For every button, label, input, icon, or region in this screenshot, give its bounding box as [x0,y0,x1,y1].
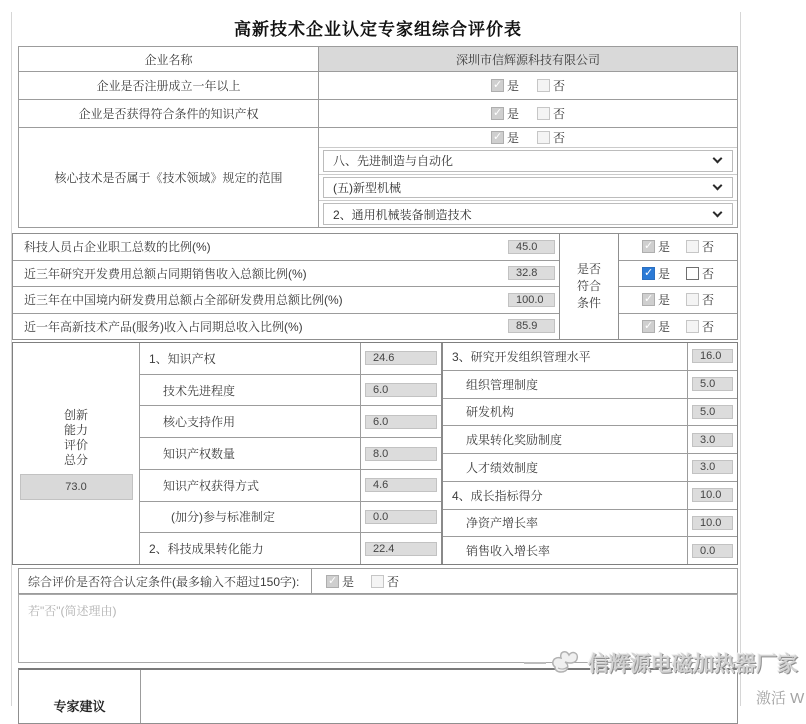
checkbox-no-label: 否 [553,130,566,145]
table-row [140,405,441,437]
chevron-down-icon [713,180,723,190]
yes-no-group [319,128,737,147]
selected-option: (五)新型机械 [333,180,401,195]
checkbox-no-label: 否 [702,266,715,281]
score-value-field: 5.0 [692,405,733,419]
brand-watermark-text: 信辉源电磁加热器厂家 [588,653,798,676]
checkbox-yes[interactable] [491,77,519,94]
checkbox-no[interactable] [686,291,714,308]
table-row [443,536,737,564]
checkbox-empty-icon[interactable] [537,131,550,144]
score-label: 2、科技成果转化能力 [149,542,264,557]
checkbox-yes-label: 是 [657,293,670,308]
checkbox-no[interactable] [686,318,714,335]
checkbox-checked-icon[interactable] [642,293,655,306]
checkbox-yes[interactable] [642,238,670,255]
table-row [443,343,737,370]
checkbox-empty-icon[interactable] [537,107,550,120]
registered-one-year-label: 企业是否注册成立一年以上 [19,72,319,99]
score-value-field: 10.0 [692,488,733,502]
total-label-line: 创新 [63,407,88,422]
score-label: 1、知识产权 [149,351,216,366]
table-row [140,532,441,564]
ratio-value-field: 45.0 [508,240,555,254]
checkbox-no[interactable] [537,105,565,122]
checkbox-no-label: 否 [702,240,715,255]
checkbox-checked-icon[interactable] [642,320,655,333]
checkbox-no[interactable] [686,265,714,282]
ratio-label: 近三年研究开发费用总额占同期销售收入总额比例(%) [24,266,307,281]
checkbox-no-label: 否 [702,319,715,334]
score-label: 3、研究开发组织管理水平 [452,349,591,364]
ratio-label: 近一年高新技术产品(服务)收入占同期总收入比例(%) [24,319,303,334]
table-row [13,286,559,313]
expert-suggestion-cell [19,670,141,723]
checkbox-empty-icon[interactable] [537,79,550,92]
checkbox-yes[interactable] [642,291,670,308]
checkbox-yes-label: 是 [657,319,670,334]
qualified-ip-label: 企业是否获得符合条件的知识产权 [19,100,319,127]
score-table [12,342,738,565]
enterprise-name-value: 深圳市信辉源科技有限公司 [319,47,737,71]
table-row [13,234,559,260]
table-row [140,501,441,533]
checkbox-yes-label: 是 [657,240,670,255]
tech-field-select-level3[interactable] [323,203,733,225]
table-row [443,398,737,426]
checkbox-no-label: 否 [702,293,715,308]
score-label: 核心支持作用 [163,415,236,430]
tech-field-select-level2[interactable] [323,177,733,199]
checkbox-yes-label: 是 [342,574,355,589]
table-row [19,99,737,127]
yes-no-group [319,72,737,99]
score-value-field: 5.0 [692,377,733,391]
selected-option: 八、先进制造与自动化 [333,154,454,169]
checkbox-empty-icon[interactable] [686,320,699,333]
score-value-field: 16.0 [692,349,733,363]
expert-suggestion-label: 专家建议 [53,699,106,714]
checkbox-checked-icon[interactable] [491,107,504,120]
chevron-down-icon [713,154,723,164]
table-row [443,425,737,453]
score-value-field: 10.0 [692,516,733,530]
table-row [19,71,737,99]
meets-conditions-header [560,234,619,339]
total-score-field: 73.0 [20,474,133,500]
ratio-value-field: 100.0 [508,293,555,307]
score-value-field: 0.0 [365,510,437,524]
total-label-line: 评价 [63,437,88,452]
checkbox-no[interactable] [371,573,399,590]
yes-no-group [619,313,737,340]
activation-watermark: 激活 W [756,690,805,707]
merged-line: 条件 [576,296,601,310]
checkbox-checked-icon[interactable] [642,267,655,280]
table-row [443,509,737,537]
checkbox-checked-icon[interactable] [642,240,655,253]
checkbox-empty-icon[interactable] [686,267,699,280]
checkbox-empty-icon[interactable] [686,293,699,306]
score-label: (加分)参与标准制定 [171,510,275,525]
checkbox-yes-label: 是 [506,107,519,121]
score-label: 人才绩效制度 [466,460,539,475]
score-value-field: 4.6 [365,478,437,492]
table-row [443,481,737,509]
table-row [443,453,737,481]
yes-no-group [312,569,737,593]
checkbox-yes[interactable] [642,318,670,335]
score-label: 成果转化奖励制度 [466,433,563,448]
enterprise-info-table [18,46,738,228]
total-label-line: 总分 [63,452,88,467]
checkbox-no-label: 否 [387,574,400,589]
watermark-dash [524,662,546,664]
checkbox-yes[interactable] [642,265,670,282]
conclusion-row [18,568,738,594]
page-title: 高新技术企业认定专家组综合评价表 [234,20,522,39]
score-label: 知识产权数量 [163,447,236,462]
brand-watermark [524,648,798,678]
merged-line: 是否 [576,262,601,276]
score-value-field: 22.4 [365,542,437,556]
brand-logo-icon [548,648,584,678]
score-value-field: 3.0 [692,433,733,447]
checkbox-no-label: 否 [553,107,566,121]
chevron-down-icon [713,207,723,217]
table-row [140,343,441,374]
checkbox-empty-icon[interactable] [371,575,384,588]
checkbox-checked-icon[interactable] [326,575,339,588]
score-value-field: 6.0 [365,415,437,429]
table-row [140,374,441,406]
innovation-total-cell [13,343,140,564]
conclusion-label: 综合评价是否符合认定条件(最多输入不超过150字): [19,569,312,593]
checkbox-yes[interactable] [326,573,354,590]
checkbox-empty-icon[interactable] [686,240,699,253]
ratio-label: 科技人员占企业职工总数的比例(%) [24,240,211,255]
score-value-field: 24.6 [365,351,437,365]
score-label: 组织管理制度 [466,377,539,392]
checkbox-no[interactable] [686,238,714,255]
score-value-field: 0.0 [692,544,733,558]
yes-no-group [619,286,737,313]
ratio-value-field: 32.8 [508,266,555,280]
table-row [19,47,737,71]
checkbox-yes-label: 是 [506,130,519,145]
table-row [13,313,559,340]
enterprise-name-label: 企业名称 [19,47,319,71]
yes-no-group [619,260,737,287]
page-border-line-right [740,12,741,706]
checkbox-checked-icon[interactable] [491,131,504,144]
ratio-value-field: 85.9 [508,319,555,333]
tech-field-select-level1[interactable] [323,150,733,172]
table-row [13,260,559,287]
score-label: 技术先进程度 [163,383,236,398]
core-tech-scope-label: 核心技术是否属于《技术领域》规定的范围 [19,128,319,227]
score-value-field: 3.0 [692,460,733,474]
yes-no-group [319,100,737,127]
ratio-label: 近三年在中国境内研发费用总额占全部研发费用总额比例(%) [24,293,343,308]
checkbox-yes[interactable] [491,129,519,146]
checkbox-no[interactable] [537,77,565,94]
table-row [140,437,441,469]
checkbox-yes-label: 是 [657,266,670,281]
score-label: 知识产权获得方式 [163,478,260,493]
total-label-line: 能力 [63,422,88,437]
score-label: 4、成长指标得分 [452,488,543,503]
merged-line: 符合 [576,279,601,293]
checkbox-yes-label: 是 [506,79,519,93]
checkbox-no-label: 否 [553,79,566,93]
score-value-field: 8.0 [365,447,437,461]
checkbox-checked-icon[interactable] [491,79,504,92]
score-label: 净资产增长率 [466,516,539,531]
selected-option: 2、通用机械装备制造技术 [333,207,472,222]
yes-no-group [619,234,737,260]
score-label: 销售收入增长率 [466,544,551,559]
table-row [443,370,737,398]
score-value-field: 6.0 [365,383,437,397]
table-row [19,127,737,227]
checkbox-yes[interactable] [491,105,519,122]
score-label: 研发机构 [466,405,515,420]
ratio-table [12,233,738,340]
table-row [140,469,441,501]
checkbox-no[interactable] [537,129,565,146]
